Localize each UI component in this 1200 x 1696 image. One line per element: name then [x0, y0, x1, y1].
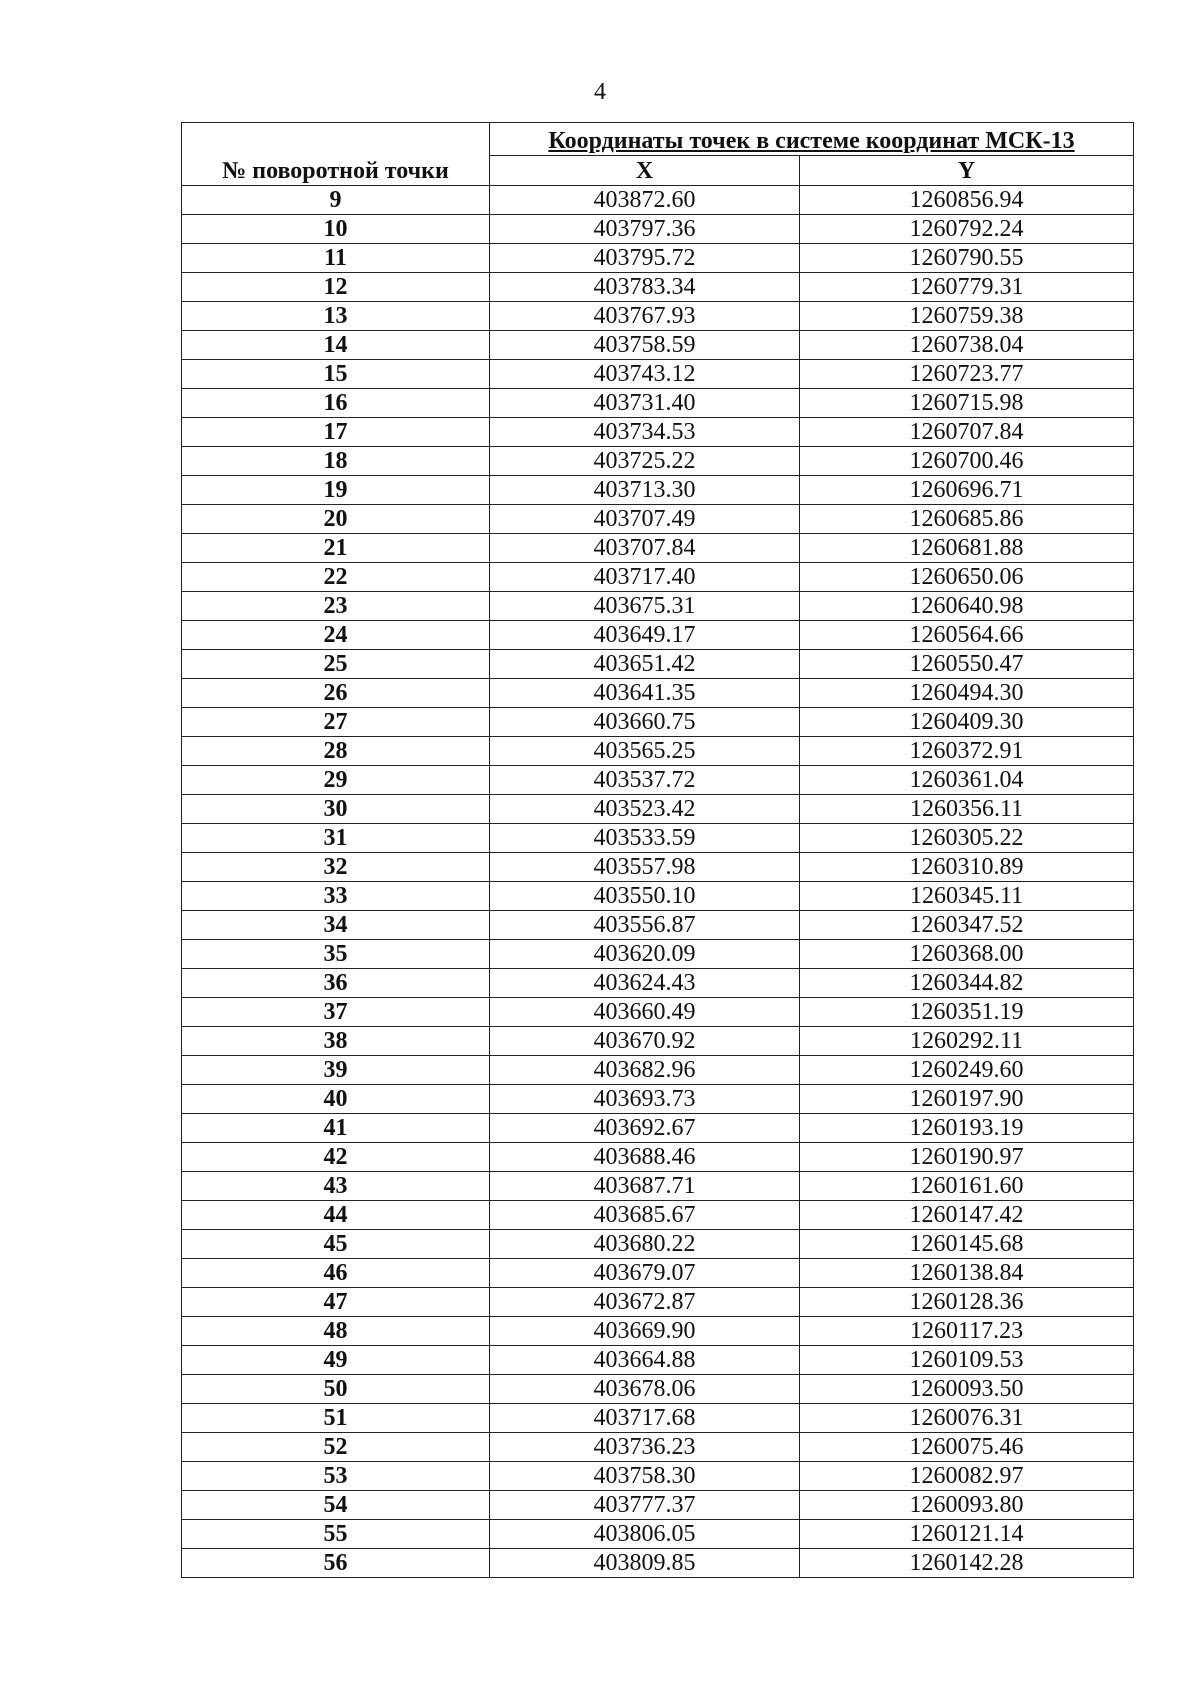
- y-coordinate-cell: 1260640.98: [800, 592, 1134, 621]
- y-coordinate-cell: 1260109.53: [800, 1346, 1134, 1375]
- point-number-cell: 37: [182, 998, 490, 1027]
- table-row: [182, 360, 1134, 389]
- x-coordinate-cell: 403725.22: [490, 447, 800, 476]
- y-coordinate-cell: 1260344.82: [800, 969, 1134, 998]
- x-coordinate-cell: 403649.17: [490, 621, 800, 650]
- x-coordinate-cell: 403758.59: [490, 331, 800, 360]
- y-coordinate-cell: 1260351.19: [800, 998, 1134, 1027]
- y-coordinate-cell: 1260738.04: [800, 331, 1134, 360]
- x-coordinate-cell: 403679.07: [490, 1259, 800, 1288]
- x-coordinate-cell: 403660.49: [490, 998, 800, 1027]
- x-coordinate-cell: 403565.25: [490, 737, 800, 766]
- point-number-cell: 53: [182, 1462, 490, 1491]
- x-coordinate-cell: 403688.46: [490, 1143, 800, 1172]
- x-coordinate-cell: 403685.67: [490, 1201, 800, 1230]
- x-coordinate-cell: 403620.09: [490, 940, 800, 969]
- y-coordinate-cell: 1260128.36: [800, 1288, 1134, 1317]
- y-coordinate-cell: 1260347.52: [800, 911, 1134, 940]
- page-number: 4: [594, 79, 606, 105]
- point-number-cell: 10: [182, 215, 490, 244]
- x-coordinate-cell: 403678.06: [490, 1375, 800, 1404]
- point-number-cell: 34: [182, 911, 490, 940]
- point-number-cell: 54: [182, 1491, 490, 1520]
- table-body: [182, 186, 1134, 1578]
- y-coordinate-cell: 1260305.22: [800, 824, 1134, 853]
- y-coordinate-cell: 1260345.11: [800, 882, 1134, 911]
- y-coordinate-cell: 1260138.84: [800, 1259, 1134, 1288]
- point-number-cell: 36: [182, 969, 490, 998]
- table-row: [182, 708, 1134, 737]
- point-number-cell: 13: [182, 302, 490, 331]
- x-coordinate-cell: 403680.22: [490, 1230, 800, 1259]
- x-coordinate-cell: 403743.12: [490, 360, 800, 389]
- x-coordinate-cell: 403624.43: [490, 969, 800, 998]
- y-coordinate-cell: 1260361.04: [800, 766, 1134, 795]
- y-coordinate-cell: 1260197.90: [800, 1085, 1134, 1114]
- x-coordinate-cell: 403675.31: [490, 592, 800, 621]
- y-coordinate-cell: 1260249.60: [800, 1056, 1134, 1085]
- point-number-cell: 52: [182, 1433, 490, 1462]
- x-coordinate-cell: 403682.96: [490, 1056, 800, 1085]
- table-row: [182, 940, 1134, 969]
- y-coordinate-cell: 1260723.77: [800, 360, 1134, 389]
- point-number-cell: 24: [182, 621, 490, 650]
- x-coordinate-cell: 403777.37: [490, 1491, 800, 1520]
- x-coordinate-cell: 403523.42: [490, 795, 800, 824]
- y-coordinate-cell: 1260759.38: [800, 302, 1134, 331]
- y-coordinate-cell: 1260372.91: [800, 737, 1134, 766]
- y-coordinate-cell: 1260707.84: [800, 418, 1134, 447]
- table-row: [182, 447, 1134, 476]
- table-row: [182, 563, 1134, 592]
- x-coordinate-cell: 403713.30: [490, 476, 800, 505]
- x-coordinate-cell: 403783.34: [490, 273, 800, 302]
- table-row: [182, 244, 1134, 273]
- x-coordinate-cell: 403651.42: [490, 650, 800, 679]
- table-row: [182, 766, 1134, 795]
- point-number-cell: 21: [182, 534, 490, 563]
- y-coordinate-cell: 1260075.46: [800, 1433, 1134, 1462]
- point-number-cell: 17: [182, 418, 490, 447]
- point-number-cell: 43: [182, 1172, 490, 1201]
- table-row: [182, 1114, 1134, 1143]
- table-row: [182, 389, 1134, 418]
- y-coordinate-cell: 1260121.14: [800, 1520, 1134, 1549]
- point-number-cell: 20: [182, 505, 490, 534]
- x-coordinate-cell: 403664.88: [490, 1346, 800, 1375]
- point-number-cell: 27: [182, 708, 490, 737]
- table-row: [182, 998, 1134, 1027]
- point-number-cell: 46: [182, 1259, 490, 1288]
- table-row: [182, 853, 1134, 882]
- y-coordinate-cell: 1260161.60: [800, 1172, 1134, 1201]
- point-number-cell: 19: [182, 476, 490, 505]
- table-row: [182, 1027, 1134, 1056]
- y-coordinate-cell: 1260550.47: [800, 650, 1134, 679]
- table-row: [182, 1491, 1134, 1520]
- point-number-cell: 50: [182, 1375, 490, 1404]
- x-coordinate-cell: 403797.36: [490, 215, 800, 244]
- table-row: [182, 1462, 1134, 1491]
- table-row: [182, 1433, 1134, 1462]
- table-row: [182, 1172, 1134, 1201]
- y-coordinate-cell: 1260681.88: [800, 534, 1134, 563]
- y-coordinate-cell: 1260685.86: [800, 505, 1134, 534]
- point-number-cell: 15: [182, 360, 490, 389]
- point-number-cell: 33: [182, 882, 490, 911]
- table-row: [182, 505, 1134, 534]
- x-coordinate-cell: 403717.68: [490, 1404, 800, 1433]
- x-coordinate-cell: 403550.10: [490, 882, 800, 911]
- point-number-cell: 30: [182, 795, 490, 824]
- x-coordinate-cell: 403734.53: [490, 418, 800, 447]
- point-number-cell: 35: [182, 940, 490, 969]
- point-number-cell: 38: [182, 1027, 490, 1056]
- point-number-cell: 31: [182, 824, 490, 853]
- x-coordinate-cell: 403806.05: [490, 1520, 800, 1549]
- point-number-cell: 44: [182, 1201, 490, 1230]
- table-row: [182, 1230, 1134, 1259]
- y-coordinate-cell: 1260564.66: [800, 621, 1134, 650]
- table-row: [182, 679, 1134, 708]
- point-number-cell: 22: [182, 563, 490, 592]
- x-coordinate-cell: 403717.40: [490, 563, 800, 592]
- table-row: [182, 186, 1134, 215]
- table-row: [182, 476, 1134, 505]
- x-coordinate-cell: 403533.59: [490, 824, 800, 853]
- y-coordinate-cell: 1260093.50: [800, 1375, 1134, 1404]
- x-coordinate-cell: 403758.30: [490, 1462, 800, 1491]
- y-coordinate-cell: 1260715.98: [800, 389, 1134, 418]
- table-row: [182, 621, 1134, 650]
- point-number-cell: 25: [182, 650, 490, 679]
- y-coordinate-cell: 1260696.71: [800, 476, 1134, 505]
- x-coordinate-cell: 403670.92: [490, 1027, 800, 1056]
- x-coordinate-cell: 403692.67: [490, 1114, 800, 1143]
- table-row: [182, 1549, 1134, 1578]
- x-coordinate-cell: 403767.93: [490, 302, 800, 331]
- point-number-cell: 11: [182, 244, 490, 273]
- point-number-cell: 55: [182, 1520, 490, 1549]
- x-coordinate-cell: 403872.60: [490, 186, 800, 215]
- x-coordinate-cell: 403693.73: [490, 1085, 800, 1114]
- table-row: [182, 418, 1134, 447]
- table-row: [182, 911, 1134, 940]
- x-coordinate-cell: 403687.71: [490, 1172, 800, 1201]
- table-row: [182, 969, 1134, 998]
- x-coordinate-cell: 403795.72: [490, 244, 800, 273]
- x-coordinate-cell: 403809.85: [490, 1549, 800, 1578]
- table-row: [182, 1056, 1134, 1085]
- y-coordinate-cell: 1260142.28: [800, 1549, 1134, 1578]
- point-number-cell: 23: [182, 592, 490, 621]
- table-row: [182, 882, 1134, 911]
- point-number-cell: 32: [182, 853, 490, 882]
- x-coordinate-cell: 403731.40: [490, 389, 800, 418]
- table-row: [182, 592, 1134, 621]
- table-row: [182, 824, 1134, 853]
- coordinates-table: [181, 122, 1134, 1578]
- table-row: [182, 1520, 1134, 1549]
- y-coordinate-cell: 1260076.31: [800, 1404, 1134, 1433]
- x-coordinate-cell: 403707.84: [490, 534, 800, 563]
- point-number-cell: 29: [182, 766, 490, 795]
- point-number-cell: 47: [182, 1288, 490, 1317]
- y-coordinate-cell: 1260093.80: [800, 1491, 1134, 1520]
- x-coordinate-cell: 403672.87: [490, 1288, 800, 1317]
- point-number-cell: 28: [182, 737, 490, 766]
- table-row: [182, 273, 1134, 302]
- point-number-cell: 49: [182, 1346, 490, 1375]
- x-coordinate-cell: 403660.75: [490, 708, 800, 737]
- table-row: [182, 1143, 1134, 1172]
- x-coordinate-cell: 403557.98: [490, 853, 800, 882]
- x-coordinate-cell: 403736.23: [490, 1433, 800, 1462]
- y-coordinate-cell: 1260147.42: [800, 1201, 1134, 1230]
- table-row: [182, 215, 1134, 244]
- table-row: [182, 795, 1134, 824]
- point-number-cell: 45: [182, 1230, 490, 1259]
- x-coordinate-cell: 403556.87: [490, 911, 800, 940]
- x-coordinate-cell: 403537.72: [490, 766, 800, 795]
- table-row: [182, 1259, 1134, 1288]
- y-coordinate-cell: 1260790.55: [800, 244, 1134, 273]
- point-number-cell: 56: [182, 1549, 490, 1578]
- y-coordinate-cell: 1260494.30: [800, 679, 1134, 708]
- y-coordinate-cell: 1260310.89: [800, 853, 1134, 882]
- table-row: [182, 1085, 1134, 1114]
- table-row: [182, 1288, 1134, 1317]
- table-row: [182, 331, 1134, 360]
- table-row: [182, 737, 1134, 766]
- x-coordinate-cell: 403641.35: [490, 679, 800, 708]
- table-row: [182, 1346, 1134, 1375]
- y-coordinate-cell: 1260700.46: [800, 447, 1134, 476]
- header-x: X: [490, 155, 800, 185]
- y-coordinate-cell: 1260409.30: [800, 708, 1134, 737]
- table-row: [182, 1404, 1134, 1433]
- point-number-cell: 51: [182, 1404, 490, 1433]
- y-coordinate-cell: 1260292.11: [800, 1027, 1134, 1056]
- table-row: [182, 1201, 1134, 1230]
- y-coordinate-cell: 1260193.19: [800, 1114, 1134, 1143]
- y-coordinate-cell: 1260779.31: [800, 273, 1134, 302]
- y-coordinate-cell: 1260117.23: [800, 1317, 1134, 1346]
- table-row: [182, 534, 1134, 563]
- x-coordinate-cell: 403669.90: [490, 1317, 800, 1346]
- point-number-cell: 39: [182, 1056, 490, 1085]
- y-coordinate-cell: 1260792.24: [800, 215, 1134, 244]
- table-row: [182, 302, 1134, 331]
- point-number-cell: 41: [182, 1114, 490, 1143]
- y-coordinate-cell: 1260145.68: [800, 1230, 1134, 1259]
- y-coordinate-cell: 1260856.94: [800, 186, 1134, 215]
- point-number-cell: 14: [182, 331, 490, 360]
- table-row: [182, 1317, 1134, 1346]
- point-number-cell: 48: [182, 1317, 490, 1346]
- point-number-cell: 9: [182, 186, 490, 215]
- y-coordinate-cell: 1260356.11: [800, 795, 1134, 824]
- table-row: [182, 1375, 1134, 1404]
- point-number-cell: 16: [182, 389, 490, 418]
- y-coordinate-cell: 1260368.00: [800, 940, 1134, 969]
- x-coordinate-cell: 403707.49: [490, 505, 800, 534]
- point-number-cell: 42: [182, 1143, 490, 1172]
- y-coordinate-cell: 1260082.97: [800, 1462, 1134, 1491]
- y-coordinate-cell: 1260190.97: [800, 1143, 1134, 1172]
- header-coordinate-system: Координаты точек в системе координат МСК-13: [490, 123, 1134, 156]
- point-number-cell: 26: [182, 679, 490, 708]
- point-number-cell: 40: [182, 1085, 490, 1114]
- point-number-cell: 12: [182, 273, 490, 302]
- header-point-number: № поворотной точки: [182, 123, 490, 186]
- point-number-cell: 18: [182, 447, 490, 476]
- header-y: Y: [800, 155, 1134, 185]
- y-coordinate-cell: 1260650.06: [800, 563, 1134, 592]
- table-row: [182, 650, 1134, 679]
